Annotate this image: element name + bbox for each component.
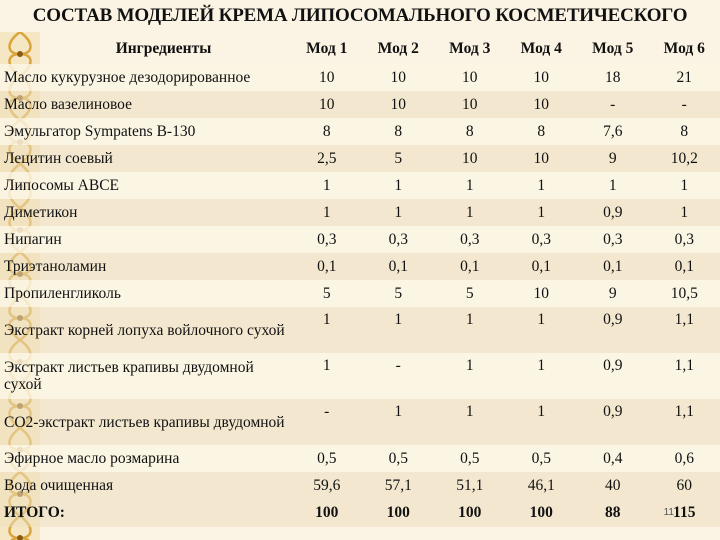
cell-value: 9 [577,280,649,307]
table-row [0,118,720,145]
total-value: 88 [577,499,649,527]
page-number: 11 [663,507,674,518]
table-row [0,199,720,226]
table-row [0,226,720,253]
cell-value: 0,3 [291,226,363,253]
cell-value: 7,6 [577,118,649,145]
cell-value: 0,5 [363,445,435,472]
cell-value: 0,9 [577,199,649,226]
ingredient-name: Диметикон [0,199,291,226]
cell-value: 57,1 [363,472,435,499]
cell-value: 0,5 [506,445,578,472]
cell-value: 1 [506,353,578,399]
cell-value: 1 [363,307,435,353]
cell-value: 0,1 [363,253,435,280]
cell-value: - [291,399,363,445]
cell-value: 10,2 [649,145,720,172]
cell-value: 5 [434,280,506,307]
cell-value: 8 [649,118,720,145]
cell-value: 1 [434,353,506,399]
cell-value: 1 [649,172,720,199]
cell-value: 1,1 [649,307,720,353]
header-mod-2: Мод 2 [377,40,419,57]
cell-value: - [363,353,435,399]
cell-value: 2,5 [291,145,363,172]
cell-value: 1 [434,399,506,445]
cell-value: 59,6 [291,472,363,499]
ingredient-name: Масло вазелиновое [0,91,291,118]
total-value: 115 [649,499,720,527]
cell-value: 0,3 [434,226,506,253]
cell-value: 0,4 [577,445,649,472]
table-row [0,353,720,399]
header-ingredients: Ингредиенты [115,40,212,57]
header-mod-6: Мод 6 [663,40,705,57]
cell-value: 1,1 [649,353,720,399]
cell-value: 10 [291,64,363,91]
cell-value: 0,9 [577,399,649,445]
cell-value: 0,1 [434,253,506,280]
cell-value: 40 [577,472,649,499]
cell-value: 0,5 [291,445,363,472]
table-row [0,145,720,172]
cell-value: 1 [434,172,506,199]
table-row [0,280,720,307]
ingredient-name: Лецитин соевый [0,145,291,172]
cell-value: 10 [434,64,506,91]
cell-value: 1 [291,353,363,399]
cell-value: 1 [577,172,649,199]
cell-value: 1 [506,307,578,353]
table-body [0,64,720,499]
cell-value: 10 [506,64,578,91]
cell-value: 1 [291,199,363,226]
cell-value: 10 [506,91,578,118]
cell-value: 1 [291,172,363,199]
total-value: 100 [291,499,363,527]
cell-value: 51,1 [434,472,506,499]
cell-value: 10 [363,64,435,91]
slide-title: СОСТАВ МОДЕЛЕЙ КРЕМА ЛИПОСОМАЛЬНОГО КОСМЕТИЧЕСКОГО [32,5,688,26]
ingredient-name: Эмульгатор Sympatens B-130 [0,118,291,145]
cell-value: 8 [363,118,435,145]
cell-value: 0,5 [434,445,506,472]
cell-value: 0,3 [363,226,435,253]
table-row [0,91,720,118]
ingredient-name: Пропиленгликоль [0,280,291,307]
cell-value: 1 [506,172,578,199]
cell-value: 1 [363,399,435,445]
cell-value: 5 [363,280,435,307]
total-label: ИТОГО: [0,499,291,527]
table-row [0,472,720,499]
cell-value: 18 [577,64,649,91]
cell-value: 1 [506,199,578,226]
cell-value: - [649,91,720,118]
cell-value: 0,1 [506,253,578,280]
cell-value: 21 [649,64,720,91]
cell-value: 60 [649,472,720,499]
header-mod-4: Мод 4 [520,40,562,57]
cell-value: 0,1 [291,253,363,280]
cell-value: 8 [506,118,578,145]
cell-value: 1 [649,199,720,226]
table-row [0,253,720,280]
cell-value: 10 [506,280,578,307]
cell-value: 1 [363,172,435,199]
cell-value: 5 [291,280,363,307]
cell-value: 10 [434,91,506,118]
total-row [0,499,720,527]
cell-value: 1 [506,399,578,445]
ornament-dot-icon [17,535,23,540]
cell-value: - [577,91,649,118]
cell-value: 0,6 [649,445,720,472]
cell-value: 1 [363,199,435,226]
cell-value: 1 [291,307,363,353]
cell-value: 0,3 [577,226,649,253]
ingredient-name: СО2-экстракт листьев крапивы двудомной [0,399,291,445]
total-value: 100 [434,499,506,527]
cell-value: 0,3 [649,226,720,253]
ingredient-name: Эфирное масло розмарина [0,445,291,472]
cell-value: 0,3 [506,226,578,253]
cell-value: 10 [434,145,506,172]
composition-table [0,34,720,527]
header-mod-5: Мод 5 [592,40,634,57]
cell-value: 10 [363,91,435,118]
header-mod-1: Мод 1 [306,40,348,57]
ingredient-name: Масло кукурузное дезодорированное [0,64,291,91]
cell-value: 5 [363,145,435,172]
ingredient-name: Вода очищенная [0,472,291,499]
ingredient-name: Липосомы АВСЕ [0,172,291,199]
cell-value: 8 [434,118,506,145]
cell-value: 10,5 [649,280,720,307]
cell-value: 1 [434,307,506,353]
cell-value: 0,1 [649,253,720,280]
header-mod-3: Мод 3 [449,40,491,57]
cell-value: 1,1 [649,399,720,445]
cell-value: 0,9 [577,353,649,399]
table-row [0,445,720,472]
total-value: 100 [363,499,435,527]
ingredient-name: Экстракт листьев крапивы двудомной сухой [0,353,291,399]
ingredient-name: Нипагин [0,226,291,253]
cell-value: 10 [291,91,363,118]
table-row [0,307,720,353]
table-row [0,172,720,199]
total-value: 100 [506,499,578,527]
cell-value: 46,1 [506,472,578,499]
table-row [0,64,720,91]
table-row [0,399,720,445]
cell-value: 9 [577,145,649,172]
cell-value: 1 [434,199,506,226]
cell-value: 10 [506,145,578,172]
ingredient-name: Экстракт корней лопуха войлочного сухой [0,307,291,353]
table-header-row [0,34,720,64]
cell-value: 0,1 [577,253,649,280]
cell-value: 8 [291,118,363,145]
ingredient-name: Триэтаноламин [0,253,291,280]
cell-value: 0,9 [577,307,649,353]
